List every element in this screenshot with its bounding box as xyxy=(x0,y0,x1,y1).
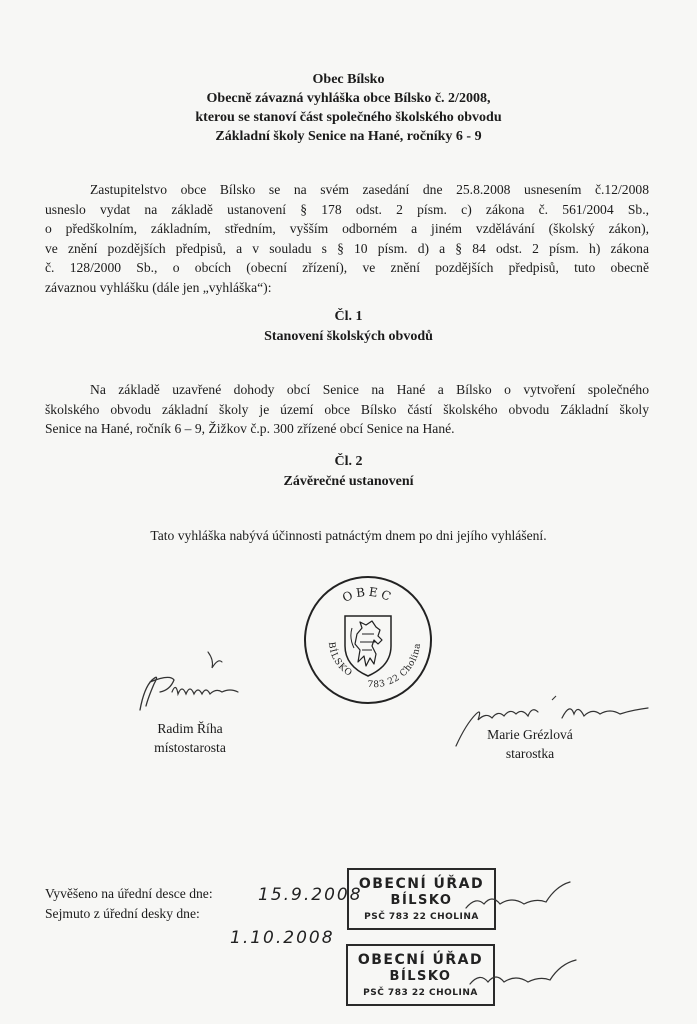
intro-line: o předškolním, základním, středním, vyšším odborném a jiném vzdělávání (školský zákon), xyxy=(45,221,649,236)
seal-top-text: OBEC xyxy=(340,584,396,605)
intro-line: ve znění pozdějších předpisů, a v souladu s § 10 písm. d) a § 84 odst. 2 písm. h) zákona xyxy=(45,240,649,256)
left-signatory xyxy=(135,719,245,757)
removed-date: 1.10.2008 xyxy=(230,928,335,948)
document-header xyxy=(0,70,697,146)
svg-text:OBEC xyxy=(340,585,395,605)
article-2-title: Závěrečné ustanovení xyxy=(283,474,414,489)
stamp-postcode: PSČ 783 22 CHOLINA xyxy=(363,988,478,998)
stamp-office: OBECNÍ ÚŘAD xyxy=(357,952,484,968)
right-signatory-name: Marie Grézlová xyxy=(487,727,573,742)
municipal-seal xyxy=(302,574,434,706)
decree-title: Obecně závazná vyhláška obce Bílsko č. 2/2008, xyxy=(206,91,491,106)
article-1-title: Stanovení školských obvodů xyxy=(264,329,433,344)
seal-left-text: BÍLSKO xyxy=(325,641,355,680)
stamp-village: BÍLSKO xyxy=(389,969,452,984)
removed-label: Sejmuto z úřední desky dne: xyxy=(45,906,200,921)
intro-paragraph xyxy=(45,180,649,297)
article-1-line: Na základě uzavřené dohody obcí Senice na Hané a Bílsko o vytvoření společného xyxy=(90,382,649,397)
article-1-heading xyxy=(0,307,697,347)
intro-line: Zastupitelstvo obce Bílsko se na svém zasedání dne 25.8.2008 usnesením č.12/2008 xyxy=(90,182,649,197)
article-1-paragraph xyxy=(45,380,649,439)
svg-text:BÍLSKO xyxy=(326,641,354,679)
effective-clause: Tato vyhláška nabývá účinnosti patnáctým dnem po dni jejího vyhlášení. xyxy=(150,528,547,543)
article-2-heading xyxy=(0,452,697,492)
left-signature-icon xyxy=(130,648,245,718)
stamp-office: OBECNÍ ÚŘAD xyxy=(358,876,485,892)
left-signatory-name: Radim Říha xyxy=(157,721,223,736)
intro-line: usneslo vydat na základě ustanovení § 178 odst. 2 písm. c) zákona č. 561/2004 Sb., xyxy=(45,201,649,217)
right-signatory xyxy=(475,725,585,763)
stamp-postcode: PSČ 783 22 CHOLINA xyxy=(364,912,479,922)
municipality-name: Obec Bílsko xyxy=(312,72,385,87)
seal-bottom-text: 783 22 Cholina xyxy=(367,642,424,691)
article-1-line: školského obvodu základní školy je území obce Bílsko částí školského obvodu Základní školy xyxy=(45,401,649,417)
article-1-number: Čl. 1 xyxy=(334,309,363,324)
article-1-line: Senice na Hané, ročník 6 – 9, Žižkov č.p. 300 zřízené obcí Senice na Hané. xyxy=(45,421,455,436)
posted-date: 15.9.2008 xyxy=(258,885,363,905)
intro-line: č. 128/2000 Sb., o obcích (obecní zřízení), ve znění pozdějších předpisů, tuto obecně xyxy=(45,260,649,275)
article-2-number: Čl. 2 xyxy=(334,454,363,469)
decree-subtitle: kterou se stanoví část společného školského obvodu xyxy=(195,110,502,125)
coat-of-arms-icon xyxy=(345,616,391,676)
left-signatory-role: místostarosta xyxy=(154,740,226,755)
decree-school: Základní školy Senice na Hané, ročníky 6 - 9 xyxy=(215,129,482,144)
right-signatory-role: starostka xyxy=(505,746,555,761)
stamp-initials-icon xyxy=(462,878,582,918)
stamp-initials-icon xyxy=(466,958,586,998)
intro-line: závaznou vyhlášku (dále jen „vyhláška“): xyxy=(45,279,272,295)
posted-label: Vyvěšeno na úřední desce dne: xyxy=(45,886,213,901)
stamp-village: BÍLSKO xyxy=(390,893,453,908)
